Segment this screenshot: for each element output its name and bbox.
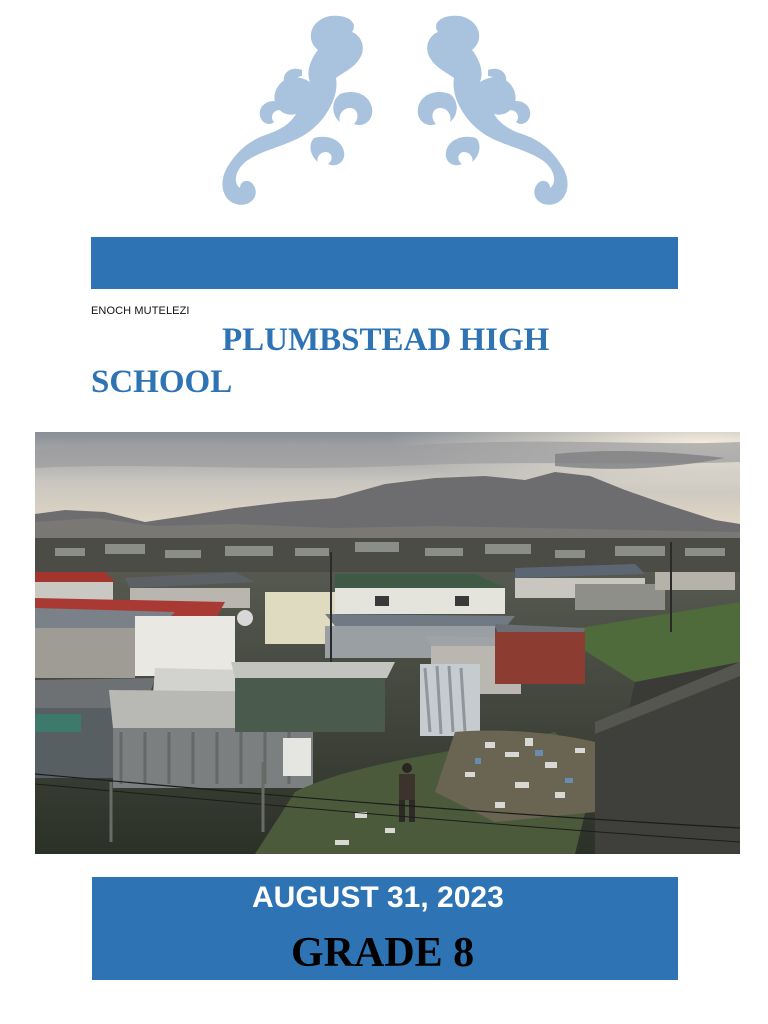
school-title-line1: PLUMBSTEAD HIGH (222, 322, 550, 358)
grade-label-wrap (291, 928, 484, 978)
cover-date: AUGUST 31, 2023 (252, 881, 504, 914)
leaf-scroll-ornament-icon (210, 10, 580, 215)
township-landscape-photo (35, 432, 740, 854)
grade-label: GRADE 8 (291, 930, 475, 976)
author-name: ENOCH MUTELEZI (91, 305, 190, 317)
school-title-line2: SCHOOL (91, 364, 233, 400)
top-title-band (91, 237, 678, 289)
